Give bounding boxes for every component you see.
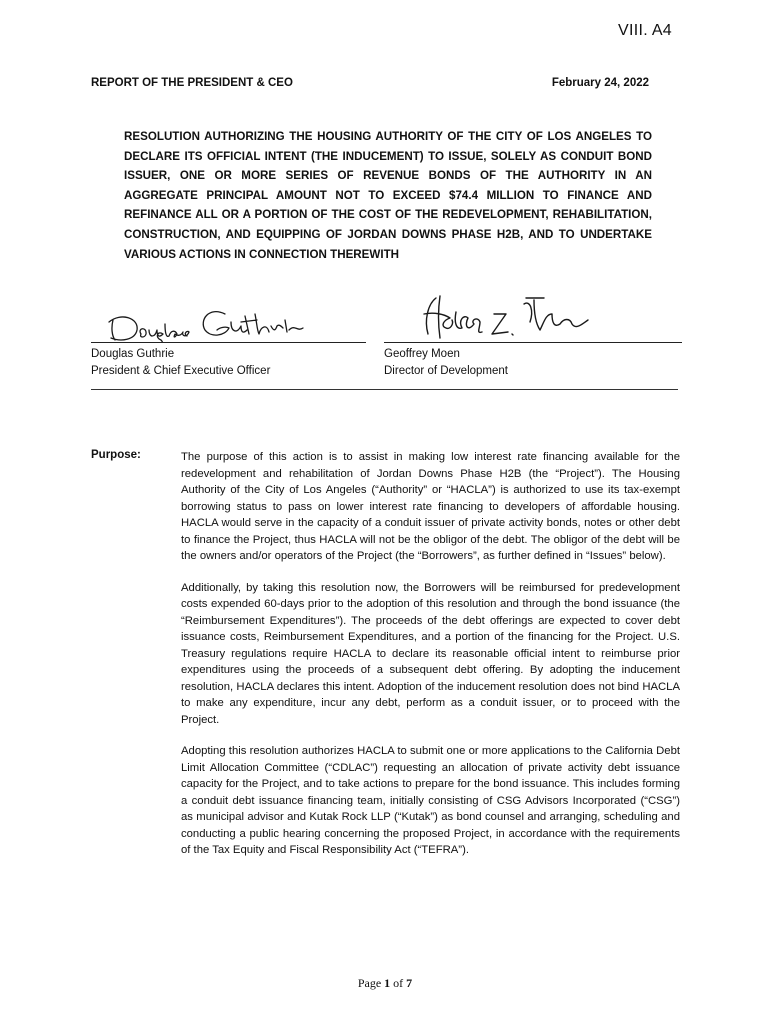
purpose-paragraph: Adopting this resolution authorizes HACLA to submit one or more applications to the California Debt Limit Allocation Committee (“CDLAC”) requesting an allocation of private activity debt issuance capacity for the Project, and to take actions to prepare for the bond issuance. This includes forming a conduit debt issuance financing team, initially consisting of CSG Advisors Incorporated (“CSG”) as municipal advisor and Kutak Rock LLP (“Kutak”) as bond counsel and arranging, scheduling and conducting a public hearing concerning the proposed Project, in accordance with the requirements of the Tax Equity and Fiscal Responsibility Act (“TEFRA”).	[181, 745, 680, 856]
handwritten-signature-guthrie	[91, 290, 366, 342]
signer-title: President & Chief Executive Officer	[91, 365, 271, 377]
report-header	[91, 77, 649, 95]
signer-title: Director of Development	[384, 365, 508, 377]
total-pages: 7	[406, 976, 413, 990]
of-word: of	[393, 976, 404, 990]
document-code: VIII. A4	[618, 22, 672, 39]
section-divider	[91, 389, 678, 390]
purpose-paragraph: The purpose of this action is to assist in making low interest rate financing available for the redevelopment and rehabilitation of Jordan Downs Phase H2B (the “Project”). The Housing Authority of the City of Los Angeles (“Authority” or “HACLA”) is authorized to use its tax-exempt borrowing status to pass on lower interest rate financing to developers of affordable housing. HACLA would serve in the capacity of a conduit issuer of private activity bonds, notes or other debt to finance the Project, thus HACLA will not be the obligor of the debt. The obligor of the debt will be the owners and/or operators of the Project (the “Borrowers”, as further defined in “Issues” below).	[181, 451, 680, 562]
page-word: Page	[357, 976, 382, 990]
resolution-title: RESOLUTION AUTHORIZING THE HOUSING AUTHORITY OF THE CITY OF LOS ANGELES TO DECLARE ITS OFFICIAL INTENT (THE INDUCEMENT) TO ISSUE, SOLELY AS CONDUIT BOND ISSUER, ONE OR MORE SERIES OF REVENUE BONDS OF THE AUTHORITY IN AN AGGREGATE PRINCIPAL AMOUNT NOT TO EXCEED $74.4 MILLION TO FINANCE AND REFINANCE ALL OR A PORTION OF THE COST OF THE REDEVELOPMENT, REHABILITATION, CONSTRUCTION, AND EQUIPPING OF JORDAN DOWNS PHASE H2B, AND TO UNDERTAKE VARIOUS ACTIONS IN CONNECTION THEREWITH	[124, 130, 652, 261]
purpose-body	[181, 449, 680, 874]
page-number	[0, 976, 770, 991]
report-date: February 24, 2022	[551, 77, 649, 89]
signature-block-director	[384, 290, 682, 380]
handwritten-signature-moen	[384, 290, 682, 342]
signature-line	[384, 290, 682, 343]
purpose-paragraph: Additionally, by taking this resolution now, the Borrowers will be reimbursed for predevelopment costs expended 60-days prior to the adoption of this resolution and through the bond issuance (the “Reimbursement Expenditures”). The proceeds of the debt offerings are expected to cover debt issuance costs, Reimbursement Expenditures, and a portion of the financing for the Project. U.S. Treasury regulations require HACLA to declare its reasonable official intent to reimburse prior expenditures using the proceeds of a subsequent debt offering. By adopting the inducement resolution, HACLA declares this intent. Adoption of the inducement resolution does not bind HACLA to make any expenditure, incur any debt, perform as a conduit issuer, or to proceed with the Project.	[181, 581, 680, 726]
signature-block-president	[91, 290, 366, 380]
signer-name: Douglas Guthrie	[91, 348, 175, 360]
signature-line	[91, 290, 366, 343]
purpose-label: Purpose:	[91, 449, 141, 461]
current-page: 1	[384, 976, 391, 990]
signer-name: Geoffrey Moen	[384, 348, 460, 360]
report-title: REPORT OF THE PRESIDENT & CEO	[91, 77, 293, 89]
